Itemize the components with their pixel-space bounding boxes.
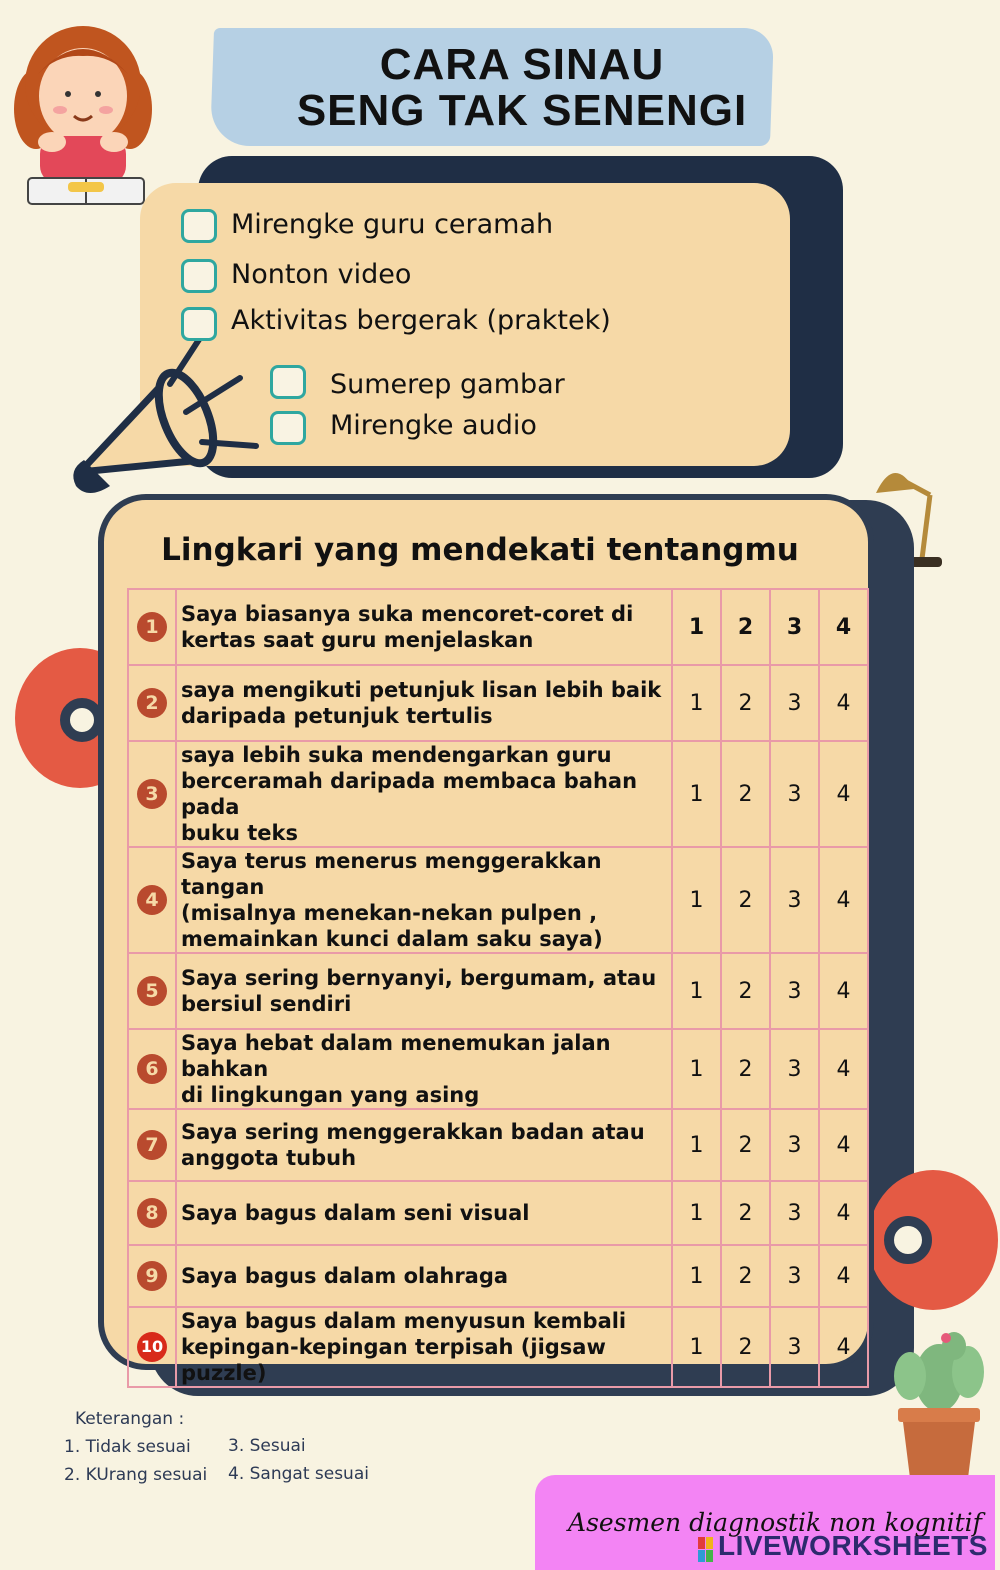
question-number-cell [128,847,176,953]
score-option-4[interactable]: 4 [819,1109,868,1181]
question-text-line: Saya bagus dalam seni visual [181,1201,530,1225]
legend-item: 2. KUrang sesuai [64,1465,208,1485]
question-number-badge: 7 [137,1130,167,1160]
question-number-cell [128,741,176,847]
score-option-1[interactable]: 1 [672,1307,721,1387]
question-number-badge: 5 [137,976,167,1006]
question-text-line: Saya bagus dalam menyusun kembali [181,1309,627,1333]
question-text [176,847,672,953]
score-option-1[interactable]: 1 [672,1109,721,1181]
score-option-2[interactable]: 2 [721,1245,770,1307]
question-text-line: Saya bagus dalam olahraga [181,1264,509,1288]
score-option-4[interactable]: 4 [819,589,868,665]
score-option-2[interactable]: 2 [721,665,770,741]
question-text-line: di lingkungan yang asing [181,1083,480,1107]
question-number-cell [128,1029,176,1109]
question-text-line: memainkan kunci dalam saku saya) [181,927,603,951]
table-row [128,1307,868,1387]
score-option-1[interactable]: 1 [672,1029,721,1109]
score-option-3[interactable]: 3 [770,1245,819,1307]
table-row [128,1245,868,1307]
score-option-2[interactable]: 2 [721,741,770,847]
score-option-1[interactable]: 1 [672,1245,721,1307]
question-text-line: Saya biasanya suka mencoret-coret di [181,602,634,626]
score-option-2[interactable]: 2 [721,1029,770,1109]
legend-title: Keterangan : [75,1409,185,1429]
score-option-2[interactable]: 2 [721,589,770,665]
question-text-line: kertas saat guru menjelaskan [181,628,534,652]
question-text [176,1307,672,1387]
question-number-cell [128,1109,176,1181]
score-option-3[interactable]: 3 [770,1181,819,1245]
score-option-1[interactable]: 1 [672,953,721,1029]
score-option-2[interactable]: 2 [721,1181,770,1245]
checkbox-mirengke-audio[interactable] [270,411,306,445]
score-option-4[interactable]: 4 [819,1029,868,1109]
question-text [176,665,672,741]
page-title-line-2: SENG TAK SENENGI [296,86,748,135]
score-option-2[interactable]: 2 [721,847,770,953]
question-number-cell [128,589,176,665]
score-option-4[interactable]: 4 [819,1245,868,1307]
question-number-cell [128,1307,176,1387]
option-label: Nonton video [231,259,412,290]
score-option-1[interactable]: 1 [672,665,721,741]
score-option-3[interactable]: 3 [770,1307,819,1387]
score-option-1[interactable]: 1 [672,847,721,953]
option-label: Aktivitas bergerak (praktek) [231,305,611,336]
score-option-4[interactable]: 4 [819,953,868,1029]
score-option-1[interactable]: 1 [672,1181,721,1245]
question-text-line: anggota tubuh [181,1146,357,1170]
table-row [128,847,868,953]
option-label: Mirengke audio [330,410,537,441]
liveworksheets-brand: LIVEWORKSHEETS [718,1530,988,1561]
question-number-badge: 4 [137,885,167,915]
option-label: Mirengke guru ceramah [231,209,554,240]
checkbox-nonton-video[interactable] [181,259,217,293]
question-text-line: buku teks [181,821,298,845]
score-option-4[interactable]: 4 [819,1181,868,1245]
question-text [176,1029,672,1109]
question-text [176,1109,672,1181]
question-number-cell [128,953,176,1029]
table-row [128,1109,868,1181]
liveworksheets-logo-icon [698,1537,714,1563]
score-option-3[interactable]: 3 [770,741,819,847]
checkbox-sumerep-gambar[interactable] [270,365,306,399]
girl-reading-illustration [8,14,158,210]
questionnaire-title: Lingkari yang mendekati tentangmu [161,532,799,568]
question-number-cell [128,665,176,741]
score-option-3[interactable]: 3 [770,847,819,953]
score-option-2[interactable]: 2 [721,1307,770,1387]
checkbox-aktivitas-bergerak[interactable] [181,307,217,341]
question-number-badge: 10 [137,1332,167,1362]
cactus-plant-icon [884,1328,994,1483]
table-row [128,953,868,1029]
legend-item: 4. Sangat sesuai [228,1464,369,1484]
table-row [128,1029,868,1109]
legend-item: 1. Tidak sesuai [64,1437,191,1457]
score-option-3[interactable]: 3 [770,1029,819,1109]
question-text [176,1181,672,1245]
checkbox-mirengke-guru-ceramah[interactable] [181,209,217,243]
score-option-4[interactable]: 4 [819,1307,868,1387]
option-label: Sumerep gambar [330,369,565,400]
question-text-line: daripada petunjuk tertulis [181,704,493,728]
score-option-4[interactable]: 4 [819,741,868,847]
page-title-line-1: CARA SINAU [379,40,665,89]
question-text-line: berceramah daripada membaca bahan pada [181,769,638,819]
question-number-badge: 6 [137,1054,167,1084]
question-number-badge: 9 [137,1261,167,1291]
questionnaire-table [127,588,869,1388]
question-number-cell [128,1245,176,1307]
table-row [128,1181,868,1245]
score-option-3[interactable]: 3 [770,589,819,665]
right-ring-decoration [868,1170,998,1310]
score-option-4[interactable]: 4 [819,847,868,953]
question-text-line: Saya sering bernyanyi, bergumam, atau [181,966,657,990]
question-text [176,589,672,665]
question-text-line: (misalnya menekan-nekan pulpen , [181,901,598,925]
table-row [128,741,868,847]
score-option-2[interactable]: 2 [721,953,770,1029]
question-text [176,953,672,1029]
megaphone-icon [62,330,262,520]
table-row [128,665,868,741]
question-text-line: saya mengikuti petunjuk lisan lebih baik [181,678,662,702]
question-number-cell [128,1181,176,1245]
question-text [176,1245,672,1307]
question-text [176,741,672,847]
question-text-line: Saya sering menggerakkan badan atau [181,1120,645,1144]
question-text-line: saya lebih suka mendengarkan guru [181,743,612,767]
question-number-badge: 8 [137,1198,167,1228]
score-option-1[interactable]: 1 [672,589,721,665]
question-text-line: bersiul sendiri [181,992,352,1016]
footer-caption: Asesmen diagnostik non kognitif [568,1508,982,1537]
question-text-line: Saya terus menerus menggerakkan tangan [181,849,602,899]
score-option-1[interactable]: 1 [672,741,721,847]
question-number-badge: 2 [137,688,167,718]
question-text-line: Saya hebat dalam menemukan jalan bahkan [181,1031,611,1081]
score-option-3[interactable]: 3 [770,1109,819,1181]
question-number-badge: 3 [137,779,167,809]
score-option-3[interactable]: 3 [770,953,819,1029]
score-option-2[interactable]: 2 [721,1109,770,1181]
legend-item: 3. Sesuai [228,1436,306,1456]
table-row [128,589,868,665]
question-text-line: kepingan-kepingan terpisah (jigsaw puzzle) [181,1335,606,1385]
score-option-3[interactable]: 3 [770,665,819,741]
question-number-badge: 1 [137,612,167,642]
score-option-4[interactable]: 4 [819,665,868,741]
